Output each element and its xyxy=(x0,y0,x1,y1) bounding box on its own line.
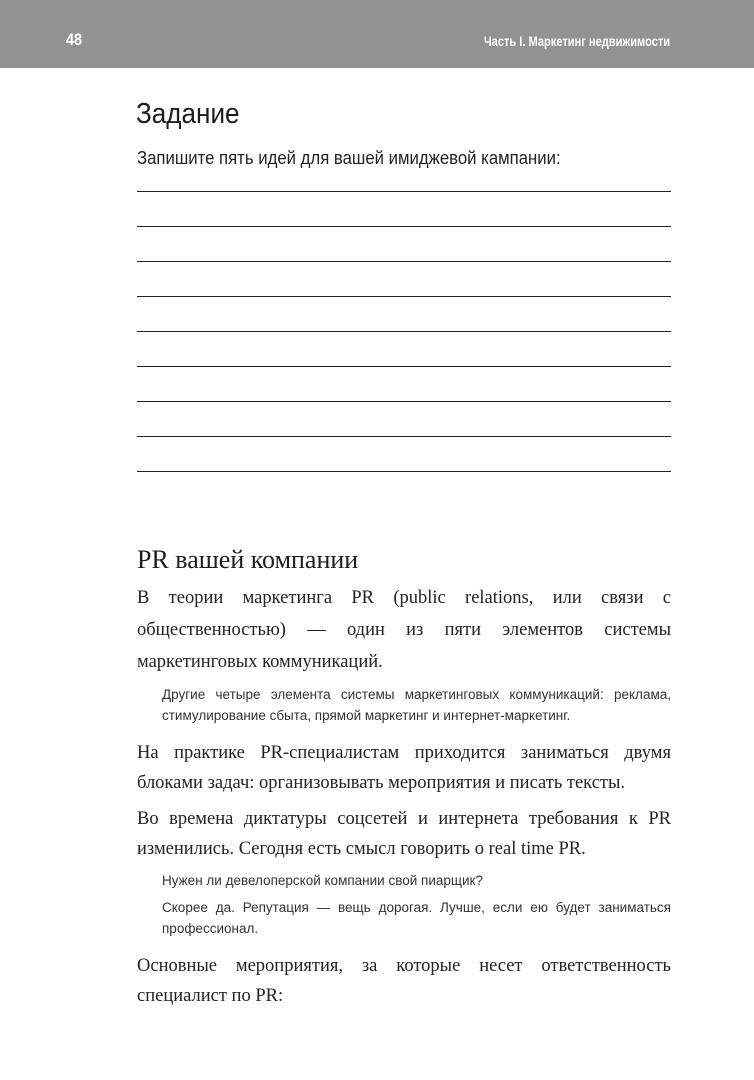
task-prompt: Запишите пять идей для вашей имиджевой кампании: xyxy=(137,148,561,168)
writing-line xyxy=(137,331,671,366)
page-number: 48 xyxy=(66,30,83,49)
paragraph: В теории маркетинга PR (public relations, или связи с общественностью) — один из пяти элементов системы маркетинговых коммуникаций. xyxy=(137,588,671,672)
note-answer: Скорее да. Репутация — вещь дорогая. Лучше, если ею будет заниматься профессионал. xyxy=(162,900,671,936)
writing-line xyxy=(137,191,671,226)
task-heading: Задание xyxy=(136,98,240,130)
writing-line xyxy=(137,226,671,261)
section-heading: PR вашей компании xyxy=(137,545,359,574)
writing-line xyxy=(137,296,671,331)
pr-section xyxy=(137,545,671,1017)
running-title: Часть I. Маркетинг недвижимости xyxy=(483,34,670,49)
note-question: Нужен ли девелоперской компании свой пиарщик? xyxy=(162,873,483,888)
paragraph: Основные мероприятия, за которые несет ответственность специалист по PR: xyxy=(137,956,671,1006)
side-note xyxy=(162,870,671,939)
side-note xyxy=(162,684,671,726)
writing-line xyxy=(137,401,671,436)
writing-lines xyxy=(137,191,671,506)
writing-line xyxy=(137,436,671,471)
note-text: Другие четыре элемента системы маркетинговых коммуникаций: реклама, стимулирование сбыта, прямой маркетинг и интернет-маркетинг. xyxy=(162,687,671,723)
paragraph: Во времена диктатуры соцсетей и интернета требования к PR изменились. Сегодня есть смысл говорить о real time PR. xyxy=(137,809,671,859)
writing-line xyxy=(137,261,671,296)
writing-line xyxy=(137,366,671,401)
paragraph: На практике PR-специалистам приходится заниматься двумя блоками задач: организовывать мероприятия и писать тексты. xyxy=(137,743,671,793)
page-header xyxy=(0,0,754,68)
writing-line xyxy=(137,471,671,506)
